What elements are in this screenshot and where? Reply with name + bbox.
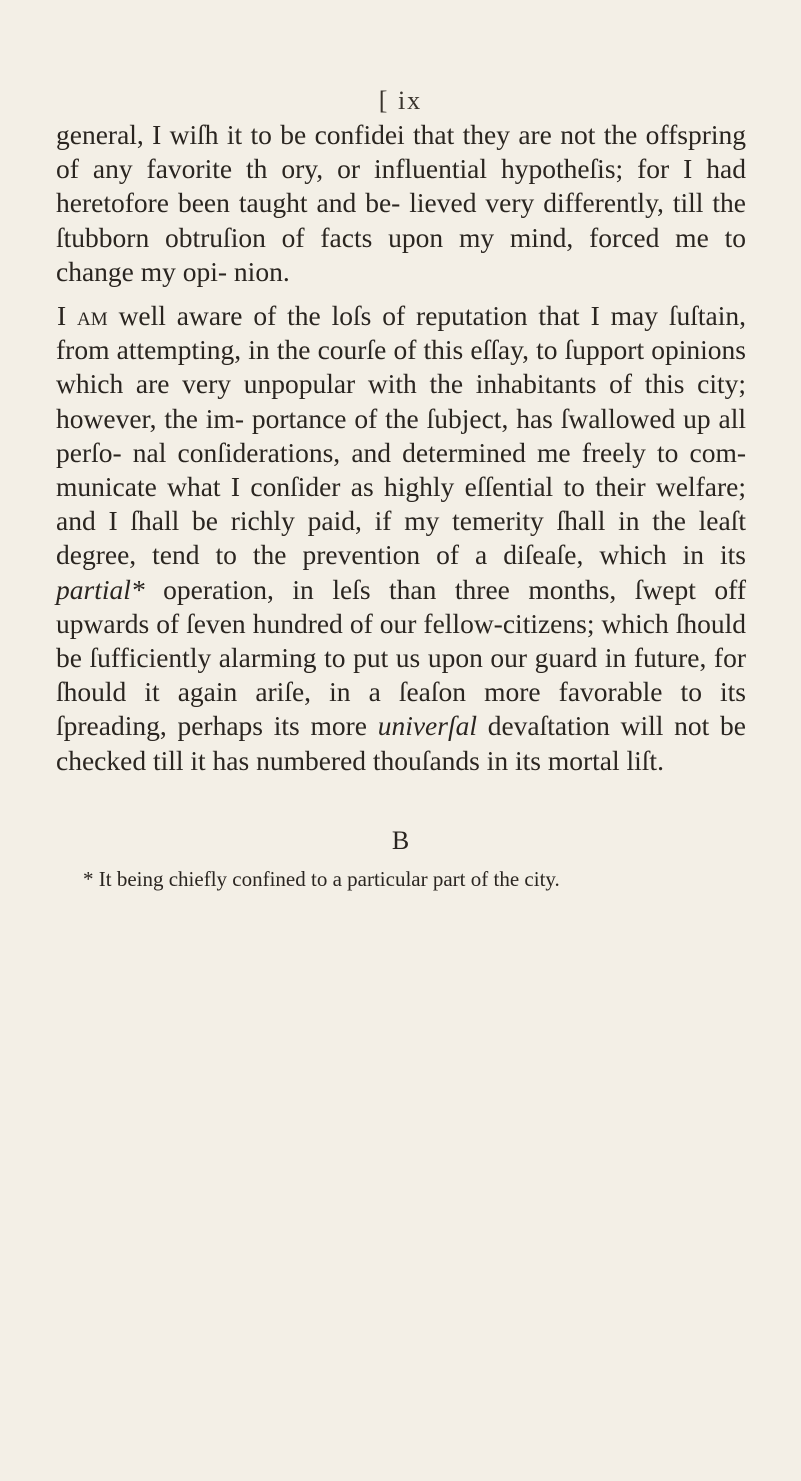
signature-mark: B bbox=[391, 826, 410, 855]
paragraph-2 bbox=[56, 299, 746, 778]
emphasis-partial: partial* bbox=[56, 573, 145, 605]
paragraph-2-lead: I am bbox=[57, 300, 108, 332]
paragraph-2-part-2: operation, in leſs than three months, ſwept off upwards of ſeven hundred of our fellow-citizens; which ſhould be ſufficiently alarming to put us upon our guard in future, for ſhould it again ariſe, in a ſeaſon more favorable to its ſpreading, perhaps its more bbox=[56, 573, 746, 742]
main-text bbox=[56, 118, 746, 778]
paragraph-2-part-1: well aware of the loſs of reputation that I may ſuſtain, from attempting, in the courſe of this eſſay, to ſupport opinions which are very unpopular with the inhabitants of this city; however, the im- portance of the ſubject, has ſwallowed up all perſo- nal conſiderations, and determined me freely to com- municate what I conſider as highly eſſential to their welfare; and I ſhall be richly paid, if my temerity ſhall in the leaſt degree, tend to the prevention of a diſeaſe, which in its bbox=[56, 300, 746, 571]
emphasis-universal: univerſal bbox=[377, 710, 477, 742]
footnote: * It being chiefly confined to a particular part of the city. bbox=[83, 867, 560, 891]
paragraph-2-part-3: devaſtation will not be checked till it has numbered thouſands in its mortal liſt. bbox=[56, 710, 746, 776]
paragraph-1: general, I wiſh it to be confidei that they are not the offspring of any favorite th ory, or influential hypotheſis; for I had heretofore been taught and be- lieved very differently, till the ſtubborn obtruſion of facts upon my mind, forced me to change my opi- nion. bbox=[56, 119, 746, 287]
page-number: [ ix bbox=[378, 86, 423, 115]
